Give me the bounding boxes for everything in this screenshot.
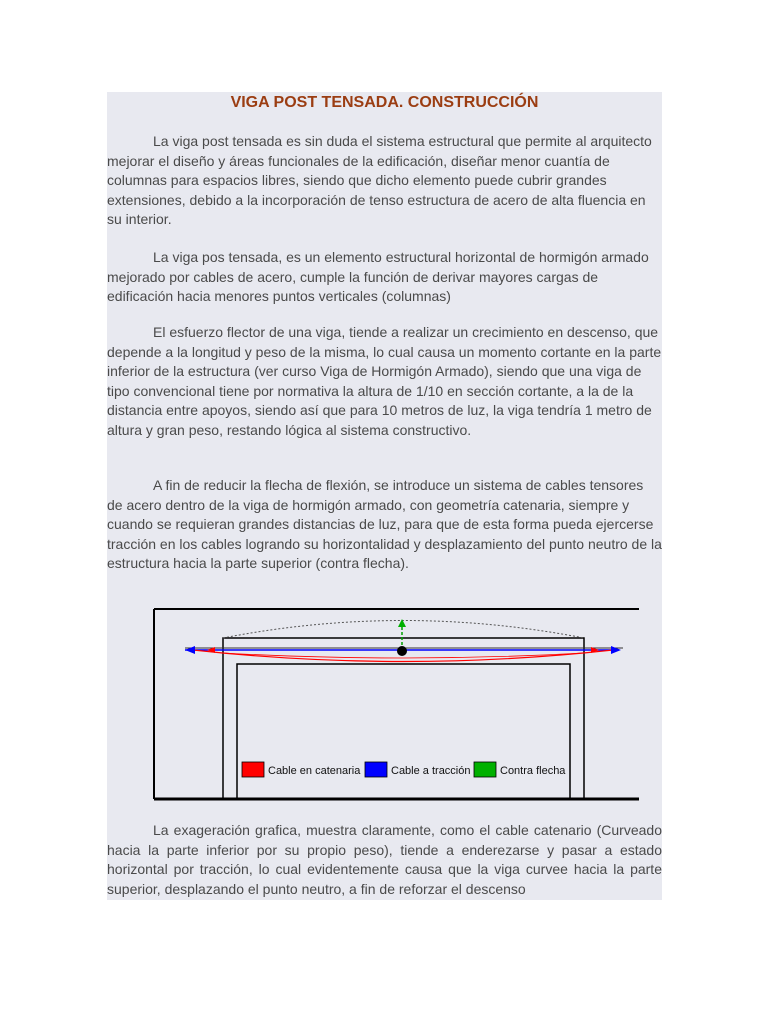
legend-swatch-blue	[365, 762, 387, 777]
page-title: VIGA POST TENSADA. CONSTRUCCIÓN	[230, 94, 539, 111]
legend-swatch-green	[474, 762, 496, 777]
legend-label-catenary: Cable en catenaria	[268, 765, 361, 777]
paragraph-bending: El esfuerzo flector de una viga, tiende a realizar un crecimiento en descenso, que depende a la longitud y peso de la misma, lo cual causa un momento cortante en la parte inferior de la estructura (ver curso Viga de Hormigón Armado), siendo que una viga de tipo convencional tiene por normativa la altura de 1/10 en sección cortante, a la de la distancia entre apoyos, siendo así que para 10 metros de luz, la viga tendría 1 metro de altura y gran peso, restando lógica al sistema constructivo.	[107, 324, 662, 438]
tension-arrow-icon	[185, 646, 195, 654]
beam-diagram	[153, 605, 639, 805]
tension-arrow-icon	[611, 646, 621, 654]
legend-label-counter-camber: Contra flecha	[500, 765, 566, 777]
beam-inner-outline	[237, 664, 570, 799]
legend-label-traction: Cable a tracción	[391, 765, 471, 777]
paragraph-cables: A fin de reducir la flecha de flexión, se introduce un sistema de cables tensores de acero dentro de la viga de hormigón armado, con geometría catenaria, siempre y cuando se requieran grandes distancias de luz, para que de esta forma pueda ejercerse tracción en los cables logrando su horizontalidad y desplazamiento del punto neutro de la estructura hacia la parte superior (contra flecha).	[107, 477, 662, 571]
paragraph-definition: La viga pos tensada, es un elemento estructural horizontal de hormigón armado mejorado por cables de acero, cumple la función de derivar mayores cargas de edificación hacia menores puntos verticales (columnas)	[107, 249, 649, 304]
paragraph-explanation: La exageración grafica, muestra claramente, como el cable catenario (Curveado hacia la parte inferior por su propio peso), tiende a enderezarse y pasar a estado horizontal por tracción, lo cual evidentemente causa que la viga curvee hacia la parte superior, desplazando el punto neutro, a fin de reforzar el descenso	[107, 822, 662, 897]
neutral-point-icon	[397, 646, 407, 656]
paragraph-intro: La viga post tensada es sin duda el sistema estructural que permite al arquitecto mejorar el diseño y áreas funcionales de la edificación, diseñar menor cuantía de columnas para espacios libres, siendo que dicho elemento puede cubrir grandes extensiones, debido a la incorporación de tenso estructura de acero de alta fluencia en su interior.	[107, 133, 652, 227]
document-page	[107, 92, 662, 900]
legend-swatch-red	[242, 762, 264, 777]
